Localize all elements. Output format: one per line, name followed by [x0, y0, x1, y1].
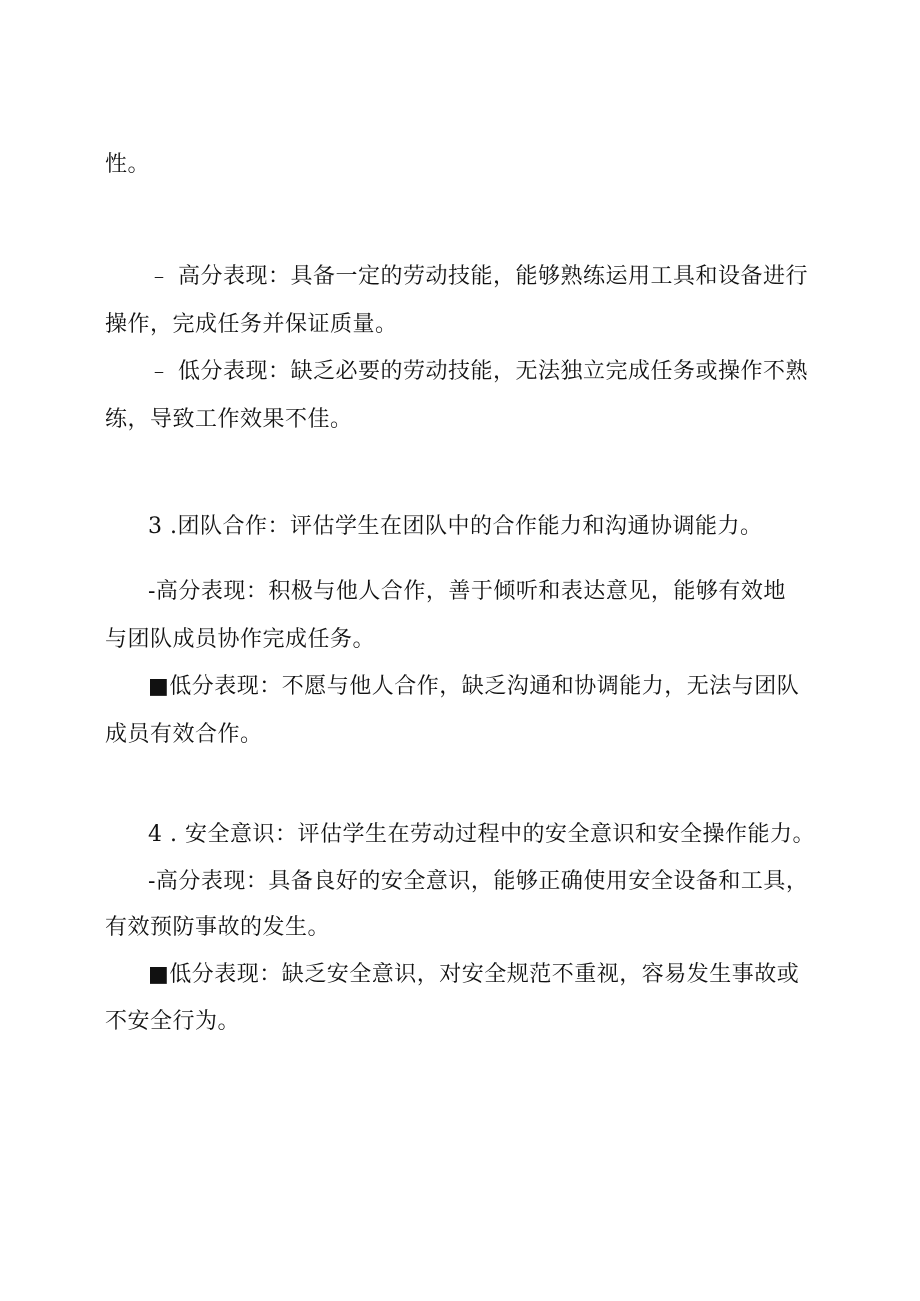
teamwork-low-line1: ■低分表现：不愿与他人合作，缺乏沟通和协调能力，无法与团队: [148, 674, 800, 699]
teamwork-high-line2: 与团队成员协作完成任务。: [105, 627, 376, 652]
safety-high-line2: 有效预防事故的发生。: [105, 915, 331, 940]
teamwork-heading: 3 .团队合作：评估学生在团队中的合作能力和沟通协调能力。: [148, 514, 763, 539]
skill-high-line1: ﹣ 高分表现：具备一定的劳动技能，能够熟练运用工具和设备进行: [148, 264, 808, 289]
teamwork-high-line1: -高分表现：积极与他人合作，善于倾听和表达意见，能够有效地: [148, 579, 786, 604]
skill-high-line2: 操作，完成任务并保证质量。: [105, 312, 398, 337]
teamwork-low-line2: 成员有效合作。: [105, 722, 263, 747]
safety-heading: 4 . 安全意识：评估学生在劳动过程中的安全意识和安全操作能力。: [148, 822, 815, 847]
safety-low-line2: 不安全行为。: [105, 1009, 241, 1034]
skill-low-line2: 练，导致工作效果不佳。: [105, 407, 353, 432]
safety-high-line1: -高分表现：具备良好的安全意识，能够正确使用安全设备和工具，: [148, 869, 809, 894]
continuation-text: 性。: [105, 152, 151, 177]
safety-low-line1: ■低分表现：缺乏安全意识，对安全规范不重视，容易发生事故或: [148, 962, 800, 987]
skill-low-line1: ﹣ 低分表现：缺乏必要的劳动技能，无法独立完成任务或操作不熟: [148, 359, 808, 384]
